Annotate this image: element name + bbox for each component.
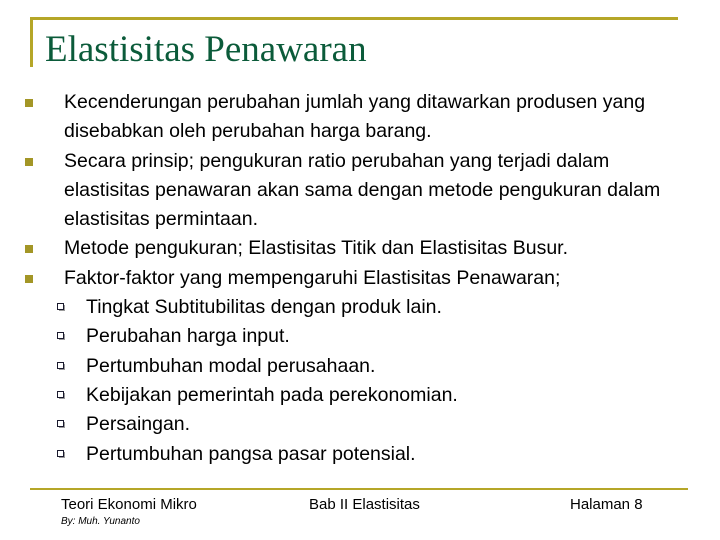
title-frame-top-rule xyxy=(30,17,678,20)
bullet-item xyxy=(0,234,720,263)
bullet-item xyxy=(0,264,720,293)
bullet-item xyxy=(0,88,720,147)
footer-chapter: Bab II Elastisitas xyxy=(309,496,420,513)
sub-bullet-text: Pertumbuhan modal perusahaan. xyxy=(86,354,376,377)
footer-course-title: Teori Ekonomi Mikro xyxy=(61,496,197,513)
sub-bullet-text: Tingkat Subtitubilitas dengan produk lain. xyxy=(86,296,442,319)
sub-bullet-item xyxy=(0,440,720,469)
checkbox-bullet-icon xyxy=(57,303,64,311)
title-frame-left-rule xyxy=(30,17,33,67)
bullet-text: Faktor-faktor yang mempengaruhi Elastisitas Penawaran; xyxy=(64,266,561,289)
square-bullet-icon xyxy=(25,275,33,283)
bullet-text: Metode pengukuran; Elastisitas Titik dan Elastisitas Busur. xyxy=(64,237,569,260)
bullet-list xyxy=(0,88,720,469)
checkbox-bullet-icon xyxy=(57,332,64,340)
bullet-text: Secara prinsip; pengukuran ratio perubahan yang terjadi dalam elastisitas penawaran akan sama dengan metode pengukuran dalam elastisitas permintaan. xyxy=(64,149,661,231)
bullet-item xyxy=(0,147,720,235)
sub-bullet-item xyxy=(0,293,720,322)
square-bullet-icon xyxy=(25,99,33,107)
bullet-text: Kecenderungan perubahan jumlah yang ditawarkan produsen yang disebabkan oleh perubahan harga barang. xyxy=(64,91,646,143)
slide-title: Elastisitas Penawaran xyxy=(45,29,367,70)
sub-bullet-text: Kebijakan pemerintah pada perekonomian. xyxy=(86,383,458,406)
footer-page-number: Halaman 8 xyxy=(570,496,643,513)
square-bullet-icon xyxy=(25,158,33,166)
checkbox-bullet-icon xyxy=(57,391,64,399)
checkbox-bullet-icon xyxy=(57,362,64,370)
sub-bullet-item xyxy=(0,381,720,410)
sub-bullet-item xyxy=(0,322,720,351)
sub-bullet-text: Pertumbuhan pangsa pasar potensial. xyxy=(86,442,416,465)
footer-rule xyxy=(30,488,688,490)
sub-bullet-text: Perubahan harga input. xyxy=(86,325,290,348)
footer-author: By: Muh. Yunanto xyxy=(61,516,140,527)
square-bullet-icon xyxy=(25,245,33,253)
sub-bullet-item xyxy=(0,410,720,439)
sub-bullet-text: Persaingan. xyxy=(86,413,191,436)
checkbox-bullet-icon xyxy=(57,420,64,428)
sub-bullet-item xyxy=(0,352,720,381)
checkbox-bullet-icon xyxy=(57,450,64,458)
